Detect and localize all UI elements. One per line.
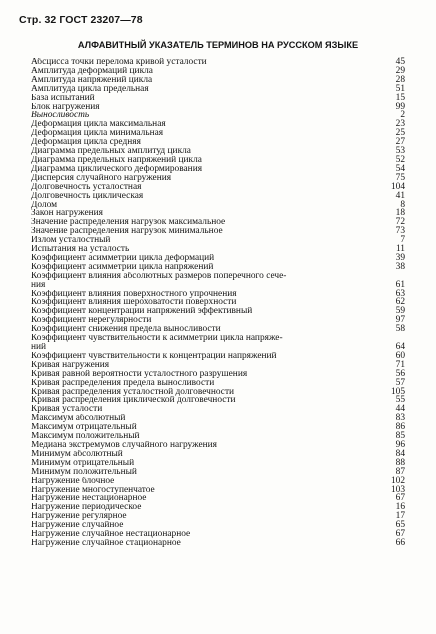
index-page-number: 67 [395,493,405,504]
index-entry [31,120,405,129]
index-page-number: 54 [395,163,405,174]
index-page-number: 56 [395,368,405,379]
page-header: Стр. 32 ГОСТ 23207—78 [19,14,143,26]
index-page-number: 72 [395,217,405,228]
index-entry [31,290,405,299]
index-term: Коэффициент влияния абсолютных размеров поперечного сече- [31,271,287,281]
index-page-number: 65 [395,520,405,531]
index-page-number: 87 [395,466,405,477]
index-page-number: 104 [390,181,405,192]
index-page-number: 97 [395,315,405,326]
index-entry [31,227,405,236]
index-term: Кривая распределения предела выносливости [31,378,215,388]
index-entry [31,111,405,120]
index-page-number: 17 [395,511,405,522]
index-entry [31,58,405,67]
index-page-number: 60 [395,350,405,361]
index-term: Дисперсия случайного нагружения [31,173,172,183]
index-entry [31,174,405,183]
index-term: Нагружение периодическое [31,503,142,513]
index-term: Кривая усталости [31,405,103,415]
index-page-number: 41 [395,190,405,201]
index-term: Закон нагружения [31,209,103,219]
index-entry [31,103,405,112]
index-page-number: 58 [395,324,405,335]
index-entry [31,334,405,352]
index-entry [31,67,405,76]
index-term: Нагружение многоступенчатое [31,485,155,495]
index-entry [31,477,405,486]
index-entry [31,209,405,218]
index-term: Диаграмма предельных амплитуд цикла [31,147,191,156]
index-term: Диаграмма предельных напряжений цикла [31,155,202,165]
index-page-number: 16 [395,502,405,513]
index-page-number: 28 [395,74,405,85]
index-page-number: 86 [395,422,405,433]
index-entry [31,272,405,290]
index-term: Амплитуда деформаций цикла [31,66,153,76]
index-page-number: 66 [395,537,405,548]
index-term: Амплитуда цикла предельная [31,84,149,94]
index-term: Деформация цикла средняя [31,138,141,148]
index-page-number: 7 [400,235,405,246]
index-page-number: 27 [395,137,405,148]
term-index-list [31,58,405,548]
index-entry [31,165,405,174]
index-entry [31,254,405,263]
index-term: Минимум абсолютный [31,449,123,459]
index-entry [31,156,405,165]
index-entry [31,218,405,227]
index-entry [31,352,405,361]
index-term: Коэффициент влияния поверхностного упрочнения [31,289,237,299]
index-page-number: 61 [395,279,405,290]
index-page-number: 51 [395,83,405,94]
index-term: Испытания на усталость [31,245,130,254]
index-title: АЛФАВИТНЫЙ УКАЗАТЕЛЬ ТЕРМИНОВ НА РУССКОМ ЯЗЫКЕ [77,40,359,50]
index-term: Нагружение блочное [31,476,115,486]
index-entry [31,361,405,370]
index-page-number: 29 [395,65,405,76]
index-term: Кривая нагружения [31,360,110,370]
index-entry [31,486,405,495]
index-page-number: 59 [395,306,405,317]
index-term: Минимум отрицательный [31,458,135,468]
index-term: Значение распределения нагрузок максимальное [31,218,226,228]
index-entry [31,405,405,414]
index-term: Коэффициент влияния шероховатости поверхности [31,298,237,308]
index-page-number: 55 [395,395,405,406]
index-entry [31,423,405,432]
index-term: Долговечность усталостная [31,182,142,192]
index-page-number: 38 [395,261,405,272]
index-entry [31,396,405,405]
index-term: Деформация цикла минимальная [31,129,164,139]
index-entry [31,94,405,103]
index-page-number: 75 [395,172,405,183]
index-entry [31,263,405,272]
index-page-number: 18 [395,208,405,219]
index-page-number: 15 [395,92,405,103]
index-page-number: 25 [395,128,405,139]
index-page-number: 45 [395,57,405,67]
index-entry [31,236,405,245]
index-term: Амплитуда напряжений цикла [31,75,153,85]
index-page-number: 44 [395,404,405,415]
index-page-number: 102 [390,475,405,486]
index-term: Кривая распределения усталостной долговечности [31,387,235,397]
index-entry [31,370,405,379]
index-entry [31,316,405,325]
index-entry [31,147,405,156]
index-entry [31,512,405,521]
index-entry [31,325,405,334]
index-term: Коэффициент чувствительности к концентрации напряжений [31,351,277,361]
index-term: Минимум положительный [31,467,137,477]
index-entry [31,307,405,316]
index-entry [31,503,405,512]
index-page-number: 73 [395,226,405,237]
index-term: Абсцисса точки перелома кривой усталости [31,58,207,67]
index-entry [31,85,405,94]
index-page-number: 88 [395,457,405,468]
index-page-number: 85 [395,431,405,442]
index-term: Долговечность циклическая [31,191,144,201]
index-page-number: 64 [395,342,405,352]
index-term: Нагружение регулярное [31,512,127,522]
index-entry [31,388,405,397]
index-term: Максимум положительный [31,432,140,441]
index-term: Нагружение нестационарное [31,494,147,504]
index-entry [31,521,405,530]
index-term: Излом усталостный [31,236,111,246]
index-entry [31,539,405,548]
index-term: Коэффициент снижения предела выносливости [31,325,221,335]
index-page-number: 63 [395,288,405,299]
index-term: Нагружение случайное нестационарное [31,530,191,539]
index-term: Коэффициент концентрации напряжений эффективный [31,307,253,317]
index-entry [31,129,405,138]
index-entry [31,441,405,450]
index-term: Коэффициент чувствительности к асимметрии цикла напряже- [31,334,283,343]
index-entry [31,201,405,210]
index-entry [31,459,405,468]
index-entry [31,76,405,85]
index-term: Коэффициент нерегулярности [31,316,152,326]
index-page-number: 67 [395,529,405,540]
index-page-number: 57 [395,377,405,388]
index-entry [31,192,405,201]
index-term: База испытаний [31,93,95,103]
index-entry [31,468,405,477]
index-term: Коэффициент асимметрии цикла деформаций [31,253,215,263]
index-page-number: 11 [395,244,405,255]
index-page-number: 62 [395,297,405,308]
index-term: Медиана экстремумов случайного нагружения [31,440,217,450]
index-term: Деформация цикла максимальная [31,120,166,130]
index-entry [31,494,405,503]
index-term: Диаграмма циклического деформирования [31,164,203,174]
index-entry [31,245,405,254]
index-page-number: 99 [395,101,405,112]
index-term: Долом [31,200,58,210]
index-page-number: 96 [395,439,405,450]
index-entry [31,432,405,441]
index-term: Максимум отрицательный [31,423,137,433]
index-term: Кривая распределения циклической долговечности [31,396,236,406]
index-entry [31,183,405,192]
index-term: ний [31,343,47,352]
index-term: Блок нагружения [31,102,100,112]
index-entry [31,138,405,147]
index-page-number: 39 [395,252,405,263]
index-page-number: 8 [400,199,405,210]
index-term: Нагружение случайное [31,521,124,531]
index-page-number: 83 [395,413,405,424]
index-page-number: 71 [395,359,405,370]
index-entry [31,298,405,307]
index-page-number: 103 [390,484,405,495]
index-term: Нагружение случайное стационарное [31,538,181,548]
index-term: Выносливость [31,111,90,121]
index-page-number: 105 [390,386,405,397]
index-term: Коэффициент асимметрии цикла напряжений [31,262,214,272]
index-page-number: 23 [395,119,405,130]
index-term: Максимум абсолютный [31,414,126,424]
index-term: ния [31,280,46,290]
index-entry [31,414,405,423]
index-page-number: 53 [395,146,405,157]
index-page-number: 2 [400,110,405,121]
index-entry [31,530,405,539]
index-entry [31,379,405,388]
index-term: Значение распределения нагрузок минимальное [31,227,223,237]
index-page-number: 84 [395,448,405,459]
index-entry [31,450,405,459]
index-page-number: 52 [395,154,405,165]
index-term: Кривая равной вероятности усталостного разрушения [31,369,248,379]
